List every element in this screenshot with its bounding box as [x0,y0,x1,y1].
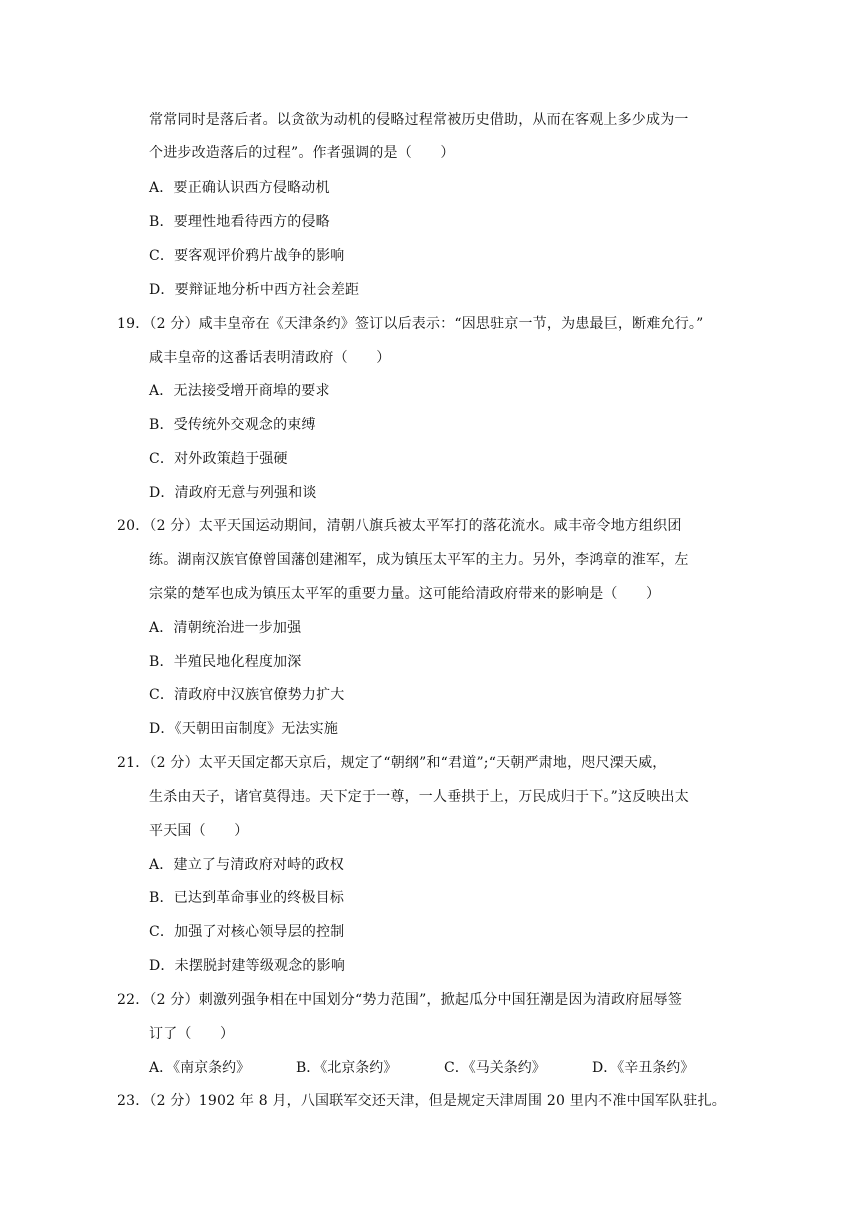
question-21-text-line-3: 平天国（ ） [149,823,249,839]
question-18-option-a: A．要正确认识西方侵略动机 [149,180,330,196]
question-18-option-b: B．要理性地看待西方的侵略 [149,214,330,230]
question-21-text-line-1: 21．（2 分）太平天国定都天京后，规定了“朝纲”和“君道”;“天朝严肃地，咫尺溧天威， [117,755,667,771]
question-21-text-line-2: 生杀由天子，诸官莫得违。天下定于一尊，一人垂拱于上，万民成归于下。”这反映出太 [149,789,689,805]
question-18-text-line-2: 个进步改造落后的过程”。作者强调的是（ ） [149,145,455,161]
question-20-option-a: A．清朝统治进一步加强 [149,620,302,636]
question-20-option-d: D．《天朝田亩制度》无法实施 [149,721,339,737]
question-22-option-b: B．《北京条约》 [296,1060,398,1076]
question-22-option-c: C．《马关条约》 [444,1060,546,1076]
question-23-text-line-1: 23．（2 分）1902 年 8 月，八国联军交还天津，但是规定天津周围 20 里内不准中国军队驻扎。 [117,1093,726,1109]
question-19-option-b: B．受传统外交观念的束缚 [149,417,316,433]
question-19-option-a: A．无法接受增开商埠的要求 [149,383,330,399]
question-20-text-line-2: 练。湖南汉族官僚曾国藩创建湘军，成为镇压太平军的主力。另外，李鸿章的淮军，左 [149,552,689,568]
question-18-option-c: C．要客观评价鸦片战争的影响 [149,248,345,264]
question-21-option-d: D．未摆脱封建等级观念的影响 [149,958,346,974]
question-21-option-c: C．加强了对核心领导层的控制 [149,924,345,940]
question-20-option-b: B．半殖民地化程度加深 [149,654,302,670]
question-20-text-line-3: 宗棠的楚军也成为镇压太平军的重要力量。这可能给清政府带来的影响是（ ） [149,586,661,602]
question-22-option-d: D．《辛丑条约》 [592,1060,695,1076]
question-22-text-line-2: 订了（ ） [149,1026,235,1042]
question-19-text-line-1: 19．（2 分）咸丰皇帝在《天津条约》签订以后表示：“因思驻京一节，为患最巨，断难允行。” [117,316,704,332]
question-19-option-c: C．对外政策趋于强硬 [149,451,288,467]
question-19-text-line-2: 咸丰皇帝的这番话表明清政府（ ） [149,350,391,366]
question-19-option-d: D．清政府无意与列强和谈 [149,485,317,501]
question-22-text-line-1: 22．（2 分）刺激列强争相在中国划分“势力范围”，掀起瓜分中国狂潮是因为清政府屈辱签 [117,992,683,1008]
question-18-text-line-1: 常常同时是落后者。以贪欲为动机的侵略过程常被历史借助，从而在客观上多少成为一 [149,112,689,128]
question-21-option-b: B．已达到革命事业的终极目标 [149,890,345,906]
question-20-text-line-1: 20．（2 分）太平天国运动期间，清朝八旗兵被太平军打的落花流水。咸丰帝令地方组织团 [117,518,682,534]
question-21-option-a: A．建立了与清政府对峙的政权 [149,857,344,873]
question-22-option-a: A．《南京条约》 [149,1060,251,1076]
question-20-option-c: C．清政府中汉族官僚势力扩大 [149,687,345,703]
question-18-option-d: D．要辩证地分析中西方社会差距 [149,282,360,298]
